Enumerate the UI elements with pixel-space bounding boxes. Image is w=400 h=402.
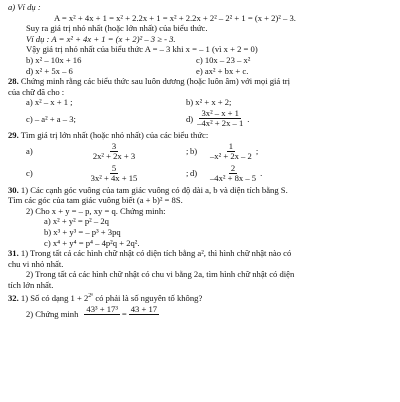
problem-31-q2-cont: tích lớn nhất. [8, 279, 54, 290]
problem-31: 31. 1) Trong tất cả các hình chữ nhật có diện tích bằng a², thì hình chữ nhật nào có [8, 248, 292, 259]
p28-a: a) x² – x + 1 ; [26, 97, 73, 108]
problem-number: 31. [8, 248, 19, 259]
problem-29-row: c) $\frac{5}{\text{3x² + 4x + 15}}$ ; d) $\frac{2}{\text{–4x² + 8x – 5}}$ . [26, 163, 263, 184]
problem-31-cont: chu vi nhỏ nhất. [8, 258, 64, 269]
problem-number: 32. [8, 293, 19, 304]
example-heading: a) Ví dụ : [8, 2, 41, 12]
problem-28-row [8, 97, 396, 108]
exercise-row [8, 66, 396, 77]
p29-d-fraction: $\frac{2}{\text{–4x² + 8x – 5}}$ [210, 163, 257, 184]
p29-a-fraction: $\frac{3}{\text{2x² + 2x + 3}}$ [92, 141, 136, 162]
exercise-c: c) 10x – 23 – x² [196, 54, 251, 65]
problem-28-cont: của chữ đã cho : [8, 86, 65, 97]
example-line: Ví dụ : A = x² + 4x + 1 = (x + 2)² – 3 ≥ - 3. [26, 33, 176, 44]
problem-number: 29. [8, 129, 19, 140]
p32-fraction-2: 43 + 17 [130, 303, 158, 314]
text-line: Suy ra giá trị nhỏ nhất (hoặc lớn nhất) của biểu thức. [26, 23, 208, 34]
problem-30-qc: c) x⁴ + y⁴ = p⁴ – 4p²q + 2q². [44, 237, 140, 248]
exercise-e: e) ax² + bx + c. [196, 65, 249, 76]
text-line: Vậy giá trị nhỏ nhất của biểu thức A = – 3 khi x = – 1 (vì x + 2 = 0) [26, 44, 258, 55]
problem-31-q2: 2) Trong tất cả các hình chữ nhật có chu vi bằng 2a, tìm hình chữ nhật có diện [26, 269, 295, 280]
exercise-b: b) x² – 10x + 16 [26, 54, 82, 65]
p28-d-label: d) [186, 113, 194, 124]
p29-b-fraction: $\frac{1}{\text{–x² + 2x – 2}}$ [210, 141, 252, 162]
problem-32: 32. 1) Số có dạng $1 + 2^{2^n}$ có phải là số nguyên tố không? [8, 293, 203, 304]
problem-number: 28. [8, 76, 19, 87]
problem-30-cont: Tìm các góc của tam giác vuông biết (a + b)² = 8S. [8, 195, 183, 206]
problem-29: 29. Tìm giá trị lớn nhất (hoặc nhỏ nhất) của các biểu thức: [8, 129, 209, 140]
problem-32-q2: 2) Chứng minh 43³ + 17³ = 43 + 17 [8, 304, 396, 324]
problem-30-q2: 2) Cho x + y = – p, xy = q. Chứng minh: [26, 205, 166, 216]
problem-30: 30. 1) Các cạnh góc vuông của tam giác vuông có độ dài a, b và diện tích bằng S. [8, 184, 288, 195]
p28-d-fraction: $\frac{\text{3x² – x + 1}}{\text{–4x² + 2x – 1}}$ [197, 108, 244, 129]
problem-30-qa: a) x² + y² = p² – 2q [44, 216, 109, 227]
example-line: A = x² + 4x + 1 = x² + 2.2x + 1 = x² + 2.2x + 2² – 2² + 1 = (x + 2)² – 3. [54, 12, 296, 23]
problem-28: 28. Chứng minh rằng các biểu thức sau luôn dương (hoặc luôn âm) với mọi giá trị [8, 76, 291, 87]
p28-c: c) – a² + a – 3; [26, 113, 76, 124]
p29-c-fraction: $\frac{5}{\text{3x² + 4x + 15}}$ [90, 163, 138, 184]
p32-fraction-1: 43³ + 17³ [86, 303, 118, 314]
problem-28-row: c) – a² + a – 3; d) $\frac{\text{3x² – x + 1}}{\text{–4x² + 2x – 1}}$ . [26, 108, 250, 129]
problem-29-row: a) $\frac{3}{\text{2x² + 2x + 3}}$ ; b) $\frac{1}{\text{–x² + 2x – 2}}$ ; [26, 141, 259, 162]
exercise-d: d) x² + 5x – 6 [26, 65, 73, 76]
problem-number: 30. [8, 184, 19, 195]
p28-b: b) x² + x + 2; [186, 97, 232, 108]
exercise-row [8, 55, 396, 66]
problem-30-qb: b) x³ + y³ = – p³ + 3pq [44, 226, 121, 237]
